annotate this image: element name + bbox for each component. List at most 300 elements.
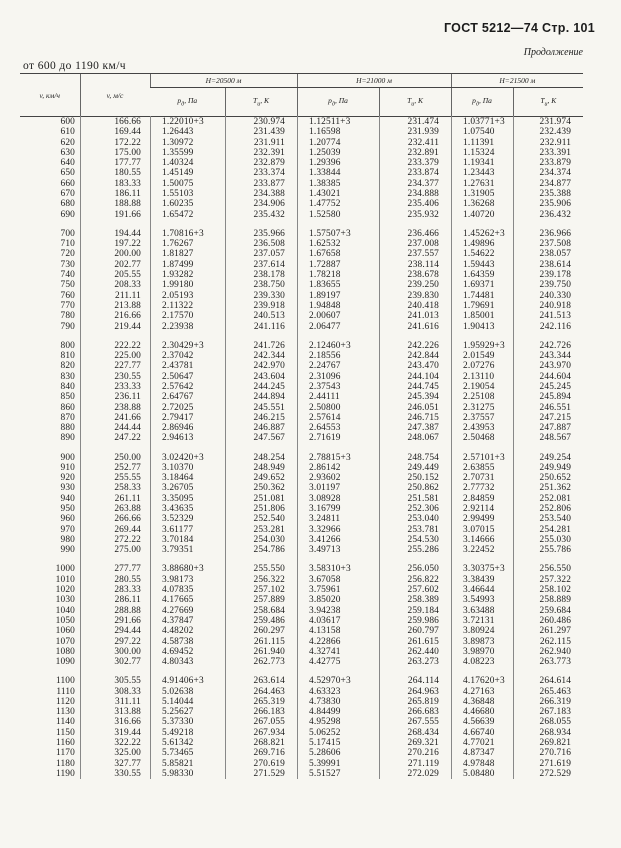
spacer-cell [20,444,583,453]
temperature-cell: 266.319 [539,696,572,707]
v-kmh-cell: 650 [60,168,75,179]
v-kmh-cell: 1050 [55,615,75,626]
pressure-cell: 1.40324 [162,158,194,169]
v-ms-cell: 250.00 [114,452,141,463]
header-pressure: $p_д$, Па [150,88,225,117]
temperature-cell: 258.684 [253,605,286,616]
pressure-cell: 5.37330 [162,717,194,728]
temperature-cell: 232.911 [539,137,572,148]
table-row [20,453,583,463]
pressure-cell: 1.25039 [309,147,341,158]
temperature-cell: 247.567 [253,433,286,444]
temperature-cell: 257.102 [253,585,286,596]
pressure-cell: 2.17570 [162,311,194,322]
pressure-cell: 2.78815+3 [309,452,351,463]
temperature-cell: 269.321 [407,738,440,749]
pressure-cell: 4.97848 [463,758,495,769]
column-rule [513,116,514,779]
header-group-h21000: H=21000 м [297,74,451,88]
pressure-cell: 3.80924 [463,626,495,637]
v-kmh-cell: 1020 [55,585,75,596]
v-kmh-cell: 710 [60,239,75,250]
pressure-cell: 4.84499 [309,707,341,718]
table-row [20,311,583,321]
temperature-cell: 236.966 [539,228,572,239]
pressure-cell: 5.06252 [309,727,341,738]
v-kmh-cell: 790 [60,321,75,332]
temperature-cell: 242.726 [539,340,572,351]
pressure-cell: 3.02420+3 [162,452,204,463]
pressure-cell: 4.27669 [162,605,194,616]
table-row [20,179,583,189]
pressure-cell: 2.07276 [463,361,495,372]
temperature-cell: 248.067 [407,433,440,444]
v-kmh-cell: 810 [60,351,75,362]
atmosphere-table [20,73,583,779]
pressure-cell: 2.00607 [309,311,341,322]
pressure-cell: 1.64359 [463,270,495,281]
pressure-cell: 2.43953 [463,423,495,434]
temperature-cell: 257.602 [407,585,440,596]
table-row [20,707,583,717]
temperature-cell: 252.306 [407,504,440,515]
pressure-cell: 5.02638 [162,686,194,697]
pressure-cell: 2.37543 [309,381,341,392]
v-ms-cell: 227.77 [114,361,141,372]
temperature-cell: 247.887 [539,423,572,434]
table-row [20,717,583,727]
pressure-cell: 2.64767 [162,392,194,403]
pressure-cell: 4.56639 [463,717,495,728]
temperature-cell: 232.411 [407,137,440,148]
pressure-cell: 2.11322 [162,300,194,311]
temperature-cell: 267.055 [253,717,286,728]
pressure-cell: 1.76267 [162,239,194,250]
pressure-cell: 4.08223 [463,657,495,668]
table-row [20,158,583,168]
v-kmh-cell: 670 [60,189,75,200]
v-kmh-cell: 1060 [55,626,75,637]
pressure-cell: 2.30429+3 [162,340,204,351]
pressure-cell: 2.12460+3 [309,340,351,351]
temperature-cell: 240.418 [407,300,440,311]
temperature-cell: 235.388 [539,189,572,200]
temperature-cell: 234.388 [253,189,286,200]
v-ms-cell: 213.88 [114,300,141,311]
header-group-h21500: H=21500 м [451,74,583,88]
pressure-cell: 5.49218 [162,727,194,738]
temperature-cell: 259.986 [407,615,440,626]
pressure-cell: 1.67658 [309,249,341,260]
v-ms-cell: 327.77 [114,758,141,769]
data-table-container [20,73,583,779]
pressure-cell: 3.01197 [309,483,341,494]
temperature-cell: 253.281 [253,524,286,535]
temperature-cell: 235.932 [407,209,440,220]
v-ms-cell: 205.55 [114,270,141,281]
pressure-cell: 1.26443 [162,127,194,138]
table-row [20,473,583,483]
table-row [20,260,583,270]
pressure-cell: 1.19341 [463,158,495,169]
v-ms-cell: 197.22 [114,239,141,250]
v-ms-cell: 219.44 [114,321,141,332]
pressure-cell: 3.75961 [309,585,341,596]
table-row [20,322,583,332]
temperature-cell: 234.377 [407,178,440,189]
v-kmh-cell: 990 [60,545,75,556]
pressure-cell: 3.54993 [463,595,495,606]
spacer-cell [20,332,583,341]
pressure-cell: 3.18464 [162,473,194,484]
temperature-cell: 254.030 [253,534,286,545]
temperature-cell: 239.830 [407,290,440,301]
temperature-cell: 246.551 [539,402,572,413]
temperature-cell: 245.551 [253,402,286,413]
temperature-cell: 270.619 [253,758,286,769]
v-kmh-cell: 630 [60,147,75,158]
pressure-cell: 2.94613 [162,433,194,444]
temperature-cell: 264.463 [253,686,286,697]
temperature-cell: 242.116 [539,321,572,332]
table-row [20,637,583,647]
pressure-cell: 4.13158 [309,626,341,637]
v-kmh-cell: 1040 [55,605,75,616]
v-ms-cell: 291.66 [114,615,141,626]
v-kmh-cell: 1080 [55,646,75,657]
temperature-cell: 234.906 [253,199,286,210]
v-ms-cell: 255.55 [114,473,141,484]
temperature-cell: 272.029 [407,768,440,779]
column-rule [150,116,151,779]
pressure-cell: 3.79351 [162,545,194,556]
pressure-cell: 3.43635 [162,504,194,515]
temperature-cell: 270.716 [539,748,572,759]
temperature-cell: 236.466 [407,228,440,239]
v-kmh-cell: 690 [60,209,75,220]
temperature-cell: 235.966 [253,228,286,239]
block-spacer [20,332,583,341]
temperature-cell: 232.439 [539,127,572,138]
v-ms-cell: 300.00 [114,646,141,657]
pressure-cell: 4.63323 [309,686,341,697]
pressure-cell: 4.37847 [162,615,194,626]
temperature-cell: 263.614 [253,676,286,687]
pressure-cell: 1.69371 [463,280,495,291]
temperature-cell: 244.745 [407,381,440,392]
v-ms-cell: 186.11 [114,189,141,200]
pressure-cell: 1.16598 [309,127,341,138]
v-ms-cell: 238.88 [114,402,141,413]
pressure-cell: 5.73465 [162,748,194,759]
temperature-cell: 261.615 [407,636,440,647]
temperature-cell: 237.008 [407,239,440,250]
pressure-cell: 3.32966 [309,524,341,535]
pressure-cell: 1.29396 [309,158,341,169]
header-temperature: $T_и$, К [513,88,583,117]
temperature-cell: 260.486 [539,615,572,626]
v-ms-cell: 252.77 [114,462,141,473]
temperature-cell: 232.891 [407,147,440,158]
pressure-cell: 2.18556 [309,351,341,362]
table-row [20,535,583,545]
temperature-cell: 246.051 [407,402,440,413]
temperature-cell: 249.949 [539,462,572,473]
temperature-cell: 240.330 [539,290,572,301]
v-ms-cell: 169.44 [114,127,141,138]
pressure-cell: 2.57101+3 [463,452,505,463]
temperature-cell: 267.555 [407,717,440,728]
temperature-cell: 269.716 [253,748,286,759]
v-kmh-cell: 960 [60,514,75,525]
table-row [20,270,583,280]
temperature-cell: 233.379 [407,158,440,169]
pressure-cell: 1.83655 [309,280,341,291]
pressure-cell: 1.87499 [162,259,194,270]
column-rule [379,116,380,779]
table-row [20,127,583,137]
v-ms-cell: 322.22 [114,738,141,749]
pressure-cell: 3.30375+3 [463,564,505,575]
v-kmh-cell: 770 [60,300,75,311]
pressure-cell: 3.58310+3 [309,564,351,575]
temperature-cell: 258.102 [539,585,572,596]
v-kmh-cell: 1130 [55,707,75,718]
v-kmh-cell: 620 [60,137,75,148]
temperature-cell: 260.297 [253,626,286,637]
pressure-cell: 5.85821 [162,758,194,769]
pressure-cell: 2.57642 [162,381,194,392]
pressure-cell: 5.61342 [162,738,194,749]
pressure-cell: 4.77021 [463,738,495,749]
temperature-cell: 268.934 [539,727,572,738]
temperature-cell: 243.344 [539,351,572,362]
temperature-cell: 241.726 [253,340,286,351]
table-row [20,545,583,555]
pressure-cell: 2.84859 [463,493,495,504]
temperature-cell: 238.178 [253,270,286,281]
v-kmh-cell: 750 [60,280,75,291]
v-ms-cell: 225.00 [114,351,141,362]
pressure-cell: 3.67058 [309,574,341,585]
temperature-cell: 244.604 [539,371,572,382]
temperature-cell: 239.178 [539,270,572,281]
temperature-cell: 245.245 [539,381,572,392]
temperature-cell: 246.715 [407,412,440,423]
temperature-cell: 259.684 [539,605,572,616]
v-kmh-cell: 1190 [55,768,75,779]
table-row [20,239,583,249]
v-ms-cell: 200.00 [114,249,141,260]
v-ms-cell: 313.88 [114,707,141,718]
temperature-cell: 235.406 [407,199,440,210]
table-row [20,595,583,605]
temperature-cell: 241.013 [407,311,440,322]
table-row [20,525,583,535]
v-kmh-cell: 930 [60,483,75,494]
pressure-cell: 1.57507+3 [309,228,351,239]
temperature-cell: 248.254 [253,452,286,463]
pressure-cell: 1.72887 [309,259,341,270]
temperature-cell: 239.330 [253,290,286,301]
temperature-cell: 256.550 [539,564,572,575]
v-kmh-cell: 1090 [55,657,75,668]
temperature-cell: 250.362 [253,483,286,494]
v-ms-cell: 166.66 [114,117,141,127]
v-kmh-cell: 850 [60,392,75,403]
temperature-cell: 271.529 [253,768,286,779]
temperature-cell: 255.786 [539,545,572,556]
temperature-cell: 253.781 [407,524,440,535]
range-title: от 600 до 1190 км/ч [23,60,126,72]
continuation-label: Продолжение [523,47,583,58]
pressure-cell: 4.03617 [309,615,341,626]
pressure-cell: 1.90413 [463,321,495,332]
pressure-cell: 3.35095 [162,493,194,504]
pressure-cell: 1.30972 [162,137,194,148]
v-kmh-cell: 820 [60,361,75,372]
pressure-cell: 1.45262+3 [463,228,505,239]
temperature-cell: 258.889 [539,595,572,606]
pressure-cell: 2.19054 [463,381,495,392]
column-rule [297,116,298,779]
table-row [20,341,583,351]
pressure-cell: 3.88680+3 [162,564,204,575]
temperature-cell: 264.614 [539,676,572,687]
v-kmh-cell: 910 [60,462,75,473]
pressure-cell: 4.69452 [162,646,194,657]
temperature-cell: 268.821 [253,738,286,749]
v-ms-cell: 175.00 [114,147,141,158]
temperature-cell: 236.432 [539,209,572,220]
temperature-cell: 266.683 [407,707,440,718]
pressure-cell: 3.52329 [162,514,194,525]
temperature-cell: 238.057 [539,249,572,260]
table-row [20,199,583,209]
temperature-cell: 254.281 [539,524,572,535]
temperature-cell: 252.081 [539,493,572,504]
pressure-cell: 4.17665 [162,595,194,606]
pressure-cell: 3.49713 [309,545,341,556]
temperature-cell: 238.114 [407,259,440,270]
header-temperature: $T_и$, К [225,88,297,117]
pressure-cell: 1.47752 [309,199,341,210]
v-kmh-cell: 600 [60,117,75,127]
temperature-cell: 238.614 [539,259,572,270]
table-row [20,392,583,402]
v-ms-cell: 275.00 [114,545,141,556]
temperature-cell: 272.529 [539,768,572,779]
v-kmh-cell: 1120 [55,696,75,707]
pressure-cell: 1.54622 [463,249,495,260]
block-spacer [20,220,583,229]
pressure-cell: 4.22866 [309,636,341,647]
pressure-cell: 2.25108 [463,392,495,403]
v-ms-cell: 180.55 [114,168,141,179]
pressure-cell: 3.38439 [463,574,495,585]
temperature-cell: 238.678 [407,270,440,281]
header-pressure: $p_д$, Па [297,88,379,117]
spacer-cell [20,220,583,229]
temperature-cell: 237.557 [407,249,440,260]
v-kmh-cell: 1030 [55,595,75,606]
pressure-cell: 5.51527 [309,768,341,779]
pressure-cell: 2.43781 [162,361,194,372]
temperature-cell: 249.652 [253,473,286,484]
v-ms-cell: 297.22 [114,636,141,647]
v-ms-cell: 222.22 [114,340,141,351]
v-kmh-cell: 830 [60,371,75,382]
temperature-cell: 250.152 [407,473,440,484]
pressure-cell: 5.39991 [309,758,341,769]
pressure-cell: 5.28606 [309,748,341,759]
temperature-cell: 268.055 [539,717,572,728]
temperature-cell: 239.250 [407,280,440,291]
page-header-title: ГОСТ 5212—74 Стр. 101 [443,21,595,35]
temperature-cell: 237.057 [253,249,286,260]
pressure-cell: 3.41266 [309,534,341,545]
temperature-cell: 253.540 [539,514,572,525]
temperature-cell: 252.806 [539,504,572,515]
v-kmh-cell: 760 [60,290,75,301]
temperature-cell: 265.463 [539,686,572,697]
v-ms-cell: 266.66 [114,514,141,525]
v-kmh-cell: 1100 [55,676,75,687]
pressure-cell: 2.50800 [309,402,341,413]
v-ms-cell: 244.44 [114,423,141,434]
pressure-cell: 1.65472 [162,209,194,220]
table-row [20,564,583,574]
temperature-cell: 271.119 [407,758,440,769]
pressure-cell: 1.11391 [463,137,495,148]
table-row [20,210,583,220]
pressure-cell: 1.52580 [309,209,341,220]
header-v-ms: v, м/с [80,74,150,117]
temperature-cell: 235.906 [539,199,572,210]
table-row [20,291,583,301]
v-kmh-cell: 1140 [55,717,75,728]
temperature-cell: 233.879 [539,158,572,169]
v-kmh-cell: 1010 [55,574,75,585]
pressure-cell: 4.73830 [309,696,341,707]
temperature-cell: 240.513 [253,311,286,322]
table-row [20,117,583,128]
temperature-cell: 234.374 [539,168,572,179]
temperature-cell: 245.894 [539,392,572,403]
pressure-cell: 4.95298 [309,717,341,728]
temperature-cell: 231.939 [407,127,440,138]
pressure-cell: 1.62532 [309,239,341,250]
table-row [20,687,583,697]
v-ms-cell: 330.55 [114,768,141,779]
v-kmh-cell: 680 [60,199,75,210]
pressure-cell: 5.08480 [463,768,495,779]
temperature-cell: 258.389 [407,595,440,606]
temperature-cell: 251.362 [539,483,572,494]
v-kmh-cell: 980 [60,534,75,545]
temperature-cell: 269.821 [539,738,572,749]
temperature-cell: 241.616 [407,321,440,332]
temperature-cell: 245.394 [407,392,440,403]
pressure-cell: 1.40720 [463,209,495,220]
temperature-cell: 261.115 [253,636,286,647]
pressure-cell: 2.72025 [162,402,194,413]
pressure-cell: 3.08928 [309,493,341,504]
pressure-cell: 3.98173 [162,574,194,585]
v-kmh-cell: 880 [60,423,75,434]
temperature-cell: 241.513 [539,311,572,322]
table-row [20,189,583,199]
